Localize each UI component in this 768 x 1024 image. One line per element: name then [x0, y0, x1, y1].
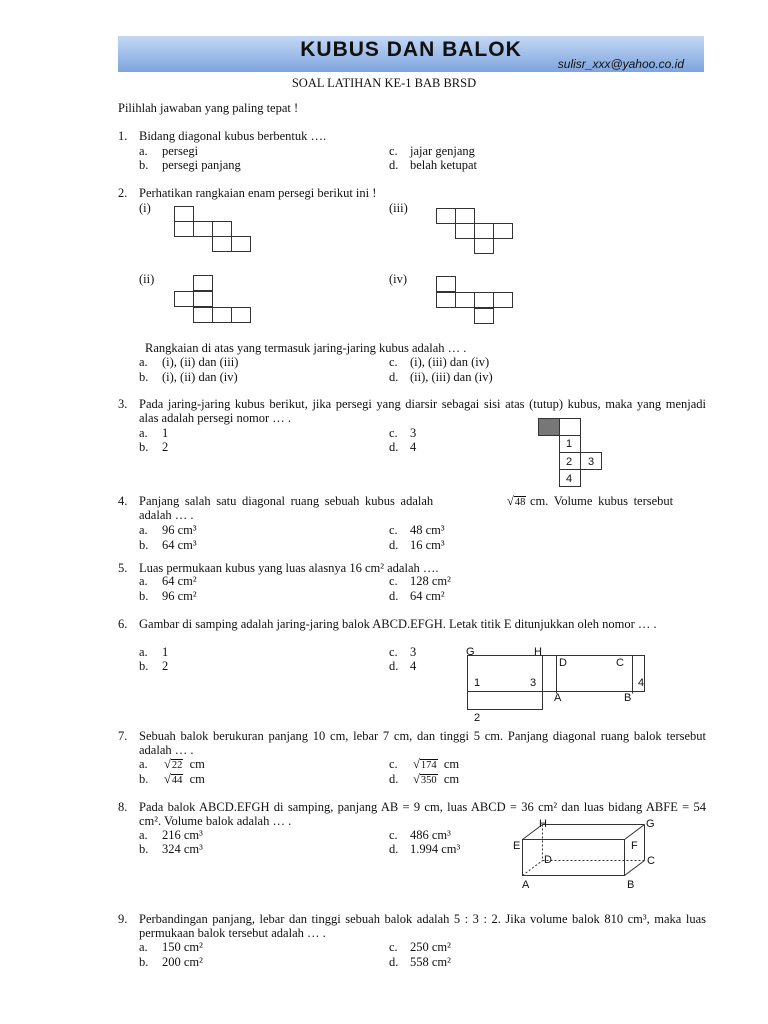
- q4-text: Panjang salah satu diagonal ruang sebuah kubus adalah: [139, 494, 434, 508]
- net-label-iv: (iv): [389, 272, 408, 286]
- q1-number: 1.: [118, 129, 128, 143]
- q2-option-b-letter: b.: [139, 370, 149, 384]
- q5-option-d-letter: d.: [389, 589, 399, 603]
- q9-option-c: 250 cm²: [410, 940, 451, 954]
- net-label-i: (i): [139, 201, 151, 215]
- net-vertex-g: G: [466, 646, 475, 658]
- q4-option-c-letter: c.: [389, 523, 398, 537]
- cube-net-label-2: 2: [566, 456, 573, 468]
- net-diagram-iv: [436, 276, 514, 326]
- net-label-ii: (ii): [139, 272, 155, 286]
- q6-option-d-letter: d.: [389, 659, 399, 673]
- q9-option-c-letter: c.: [389, 940, 398, 954]
- q4-option-c: 48 cm³: [410, 523, 445, 537]
- net-number-1: 1: [474, 677, 481, 689]
- q3-option-a-letter: a.: [139, 426, 148, 440]
- box-vertex-e: E: [513, 840, 521, 852]
- q5-option-a: 64 cm²: [162, 574, 197, 588]
- q4-number: 4.: [118, 494, 128, 508]
- q4-option-b: 64 cm³: [162, 538, 197, 552]
- q4-option-d-letter: d.: [389, 538, 399, 552]
- q7-text: Sebuah balok berukuran panjang 10 cm, lebar 7 cm, dan tinggi 5 cm. Panjang diagonal ruang balok tersebut adalah … .: [139, 729, 706, 757]
- q5-text: Luas permukaan kubus yang luas alasnya 16 cm² adalah ….: [139, 561, 439, 575]
- q7-option-d-letter: d.: [389, 772, 399, 786]
- net-diagram-iii: [436, 208, 514, 256]
- q5-option-c-letter: c.: [389, 574, 398, 588]
- box-vertex-a: A: [522, 879, 530, 891]
- q8-option-b: 324 cm³: [162, 842, 203, 856]
- cube-net-label-1: 1: [566, 438, 573, 450]
- box-vertex-f: F: [631, 840, 638, 852]
- q1-option-a-letter: a.: [139, 144, 148, 158]
- q5-option-c: 128 cm²: [410, 574, 451, 588]
- q9-option-d: 558 cm²: [410, 955, 451, 969]
- q9-option-b: 200 cm²: [162, 955, 203, 969]
- q5-option-a-letter: a.: [139, 574, 148, 588]
- q7-option-c-letter: c.: [389, 757, 398, 771]
- author-email: sulisr_xxx@yahoo.co.id: [557, 57, 684, 71]
- net-vertex-h: H: [534, 646, 542, 658]
- q1-text: Bidang diagonal kubus berbentuk ….: [139, 129, 327, 143]
- box-vertex-h: H: [539, 818, 547, 830]
- q3-number: 3.: [118, 397, 128, 411]
- q3-option-d-letter: d.: [389, 440, 399, 454]
- q4-option-d: 16 cm³: [410, 538, 445, 552]
- net-number-3: 3: [530, 677, 537, 689]
- q6-text: Gambar di samping adalah jaring-jaring balok ABCD.EFGH. Letak titik E ditunjukkan oleh nomor … .: [139, 617, 657, 631]
- q9-option-d-letter: d.: [389, 955, 399, 969]
- q3-option-a: 1: [162, 426, 169, 440]
- q4-option-a-letter: a.: [139, 523, 148, 537]
- q6-option-b: 2: [162, 659, 169, 673]
- q1-option-b-letter: b.: [139, 158, 149, 172]
- title-banner: [118, 36, 704, 72]
- page-subtitle: SOAL LATIHAN KE-1 BAB BRSD: [291, 76, 477, 90]
- net-vertex-a: A: [554, 692, 562, 704]
- q8-option-a: 216 cm³: [162, 828, 203, 842]
- net-diagram-i: [174, 206, 252, 254]
- net-diagram-ii: [174, 275, 252, 325]
- instruction: Pilihlah jawaban yang paling tepat !: [118, 101, 299, 115]
- q9-option-b-letter: b.: [139, 955, 149, 969]
- q2-option-d: (ii), (iii) dan (iv): [410, 370, 493, 384]
- q2-option-b: (i), (ii) dan (iv): [162, 370, 238, 384]
- q7-option-a-letter: a.: [139, 757, 148, 771]
- q8-option-b-letter: b.: [139, 842, 149, 856]
- box-vertex-d: D: [544, 854, 552, 866]
- cuboid-diagram: [522, 824, 648, 880]
- q3-option-b-letter: b.: [139, 440, 149, 454]
- q7-option-c: √174 cm: [413, 757, 460, 771]
- q7-option-d: √350 cm: [413, 772, 460, 786]
- page-title: KUBUS DAN BALOK: [300, 38, 522, 61]
- box-vertex-g: G: [646, 818, 655, 830]
- q8-text: Pada balok ABCD.EFGH di samping, panjang AB = 9 cm, luas ABCD = 36 cm² dan luas bidang ABFE = 54 cm². Volume balok adalah … .: [139, 800, 706, 828]
- q3-option-b: 2: [162, 440, 169, 454]
- net-label-iii: (iii): [389, 201, 408, 215]
- q1-option-c: jajar genjang: [410, 144, 475, 158]
- q6-option-a: 1: [162, 645, 169, 659]
- q4-root-value: 48: [514, 497, 526, 508]
- q2-number: 2.: [118, 186, 128, 200]
- q2-option-c: (i), (iii) dan (iv): [410, 355, 490, 369]
- q4-text-after: cm. Volume kubus tersebut: [530, 494, 674, 508]
- q8-option-c-letter: c.: [389, 828, 398, 842]
- q9-text: Perbandingan panjang, lebar dan tinggi sebuah balok adalah 5 : 3 : 2. Jika volume balok 810 cm³, maka luas permukaan balok tersebut adalah … .: [139, 912, 706, 940]
- q6-number: 6.: [118, 617, 128, 631]
- q9-number: 9.: [118, 912, 128, 926]
- q2-option-a-letter: a.: [139, 355, 148, 369]
- q1-option-c-letter: c.: [389, 144, 398, 158]
- net-number-2: 2: [474, 712, 481, 724]
- q7-option-a: √22 cm: [164, 757, 205, 771]
- q5-number: 5.: [118, 561, 128, 575]
- q5-option-d: 64 cm²: [410, 589, 445, 603]
- q4-option-a: 96 cm³: [162, 523, 197, 537]
- q4-root: √48: [507, 494, 526, 508]
- shaded-top-square: [539, 419, 560, 436]
- q2-question: Rangkaian di atas yang termasuk jaring-jaring kubus adalah … .: [145, 341, 467, 355]
- net-vertex-b: B: [624, 692, 632, 704]
- q1-option-d: belah ketupat: [410, 158, 477, 172]
- box-vertex-c: C: [647, 855, 655, 867]
- q2-option-c-letter: c.: [389, 355, 398, 369]
- q8-option-c: 486 cm³: [410, 828, 451, 842]
- q1-option-d-letter: d.: [389, 158, 399, 172]
- q9-option-a-letter: a.: [139, 940, 148, 954]
- q2-text: Perhatikan rangkaian enam persegi berikut ini !: [139, 186, 377, 200]
- q7-option-b: √44 cm: [164, 772, 205, 786]
- q5-option-b-letter: b.: [139, 589, 149, 603]
- q6-option-a-letter: a.: [139, 645, 148, 659]
- cube-net-label-3: 3: [588, 456, 595, 468]
- q1-option-a: persegi: [162, 144, 199, 158]
- q3-text: Pada jaring-jaring kubus berikut, jika persegi yang diarsir sebagai sisi atas (tutup) kubus, maka yang menjadi alas adalah persegi nomor … .: [139, 397, 706, 425]
- q7-number: 7.: [118, 729, 128, 743]
- box-vertex-b: B: [627, 879, 635, 891]
- q8-option-d: 1.994 cm³: [410, 842, 461, 856]
- q4-text-line2: adalah … .: [139, 508, 194, 522]
- q6-option-b-letter: b.: [139, 659, 149, 673]
- q3-option-c-letter: c.: [389, 426, 398, 440]
- q5-option-b: 96 cm²: [162, 589, 197, 603]
- q3-option-c: 3: [410, 426, 417, 440]
- q6-option-c: 3: [410, 645, 417, 659]
- q2-option-d-letter: d.: [389, 370, 399, 384]
- net-vertex-c: C: [616, 657, 624, 669]
- net-number-4: 4: [638, 677, 645, 689]
- q7-option-b-letter: b.: [139, 772, 149, 786]
- net-vertex-d: D: [559, 657, 567, 669]
- q2-option-a: (i), (ii) dan (iii): [162, 355, 239, 369]
- q3-option-d: 4: [410, 440, 417, 454]
- q8-number: 8.: [118, 800, 128, 814]
- q6-option-d: 4: [410, 659, 417, 673]
- cube-net-label-4: 4: [566, 473, 573, 485]
- q8-option-a-letter: a.: [139, 828, 148, 842]
- q9-option-a: 150 cm²: [162, 940, 203, 954]
- q1-option-b: persegi panjang: [162, 158, 241, 172]
- q6-option-c-letter: c.: [389, 645, 398, 659]
- q4-option-b-letter: b.: [139, 538, 149, 552]
- q8-option-d-letter: d.: [389, 842, 399, 856]
